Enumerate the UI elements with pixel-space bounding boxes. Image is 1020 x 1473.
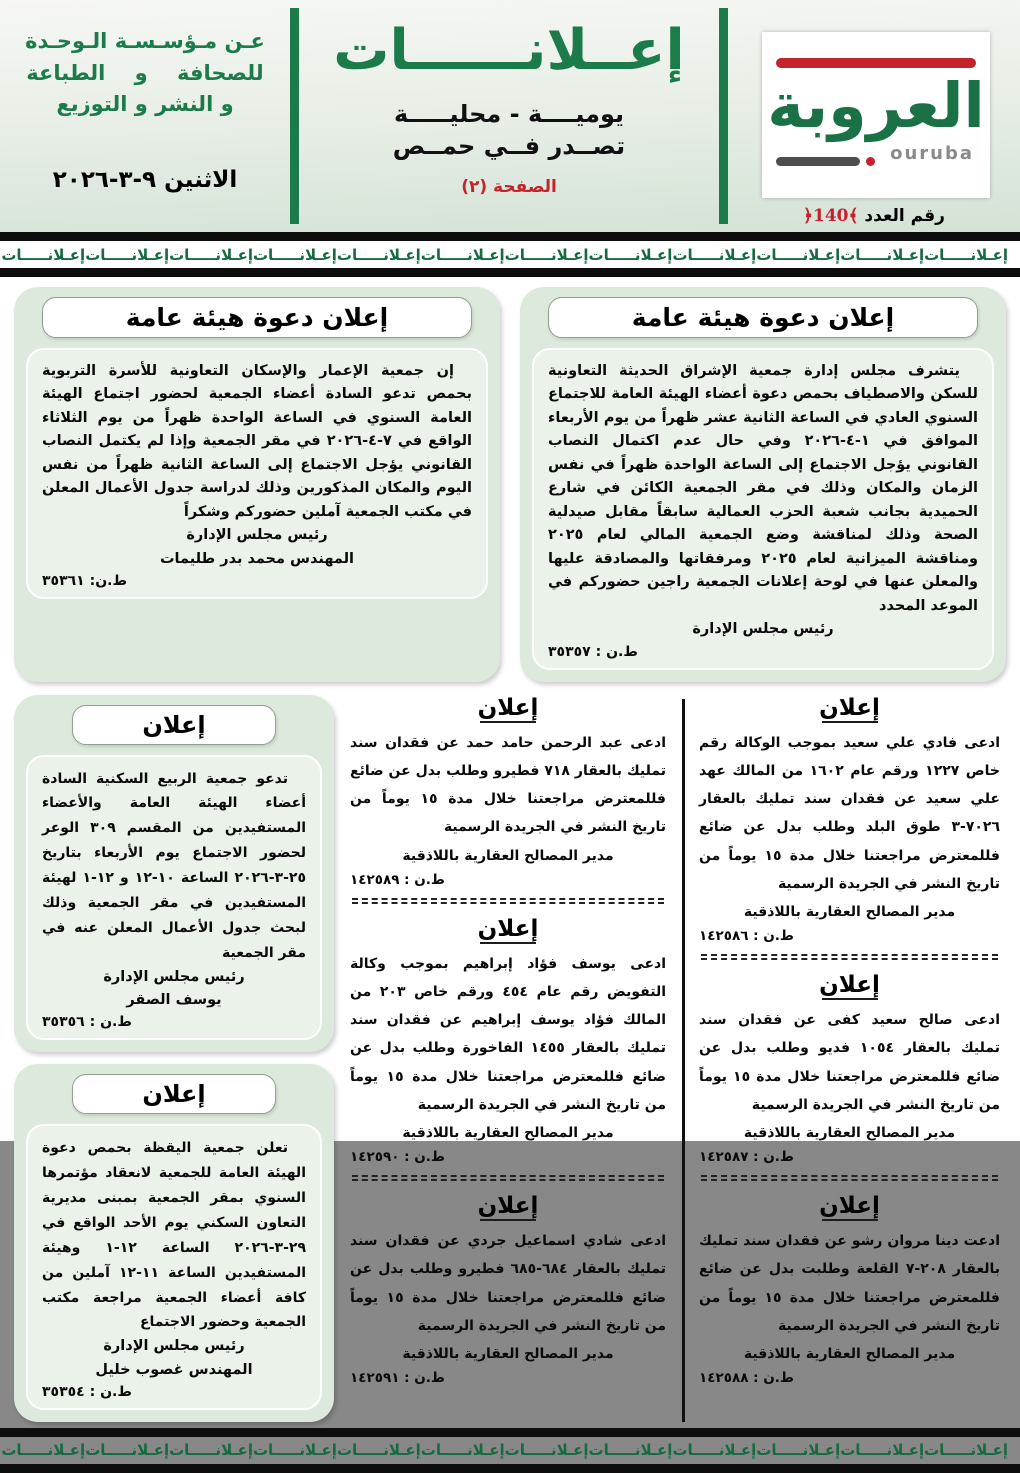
plain-announcement <box>350 1193 666 1386</box>
signature-role: رئيس مجلس الإدارة <box>103 1338 245 1355</box>
banner-repeated-text <box>0 241 1020 268</box>
announcement-title: إعلان <box>72 1074 276 1114</box>
banner-black-bar <box>0 1428 1020 1437</box>
signature-role: مدير المصالح العقارية باللاذقية <box>743 1346 956 1363</box>
announcement-body: ادعى عبد الرحمن حامد حمد عن فقدان سند تمليك بالعقار ٧١٨ فطيرو وطلب بدل عن ضائع فللمعترض مراجعتنا خلال مدة ١٥ يوماً من تاريخ النشر في الجريدة الرسمية <box>350 734 667 836</box>
reference-number: ط.ن: ٣٥٣٦١ <box>42 572 128 589</box>
announcement-body-box <box>26 755 322 1041</box>
announcement-body: ادعى يوسف فؤاد إبراهيم بموجب وكالة التفويض رقم عام ٤٥٤ ورقم خاص ٢٠٣ من المالك فؤاد يوسف إبراهيم عن فقدان سند تمليك بالعقار ١٤٥٥ الفاخورة وطلب بدل عن ضائع فللمعترض مراجعتنا خلال مدة ١٥ يوماً من تاريخ النشر في الجريدة الرسمية <box>350 955 667 1113</box>
top-announcements-row <box>14 287 1006 682</box>
publisher-line: و النشر و التوزيع <box>56 92 234 116</box>
banner-black-bar <box>0 1464 1020 1473</box>
banner-strip-bottom <box>0 1428 1020 1473</box>
bottom-announcements-row <box>14 695 1006 1422</box>
banner-word: إعـلانـــــات <box>336 245 421 264</box>
reference-number: ط.ن : ٣٥٣٥٤ <box>42 1383 132 1400</box>
title-underline <box>822 721 878 723</box>
banner-word: إعـلانـــــات <box>756 1441 841 1460</box>
logo-gray-bar <box>776 157 860 166</box>
reference-number: ط.ن : ١٤٢٥٨٦ <box>699 928 794 945</box>
banner-word: إعـلانـــــات <box>924 1441 1008 1460</box>
title-underline <box>480 1219 536 1221</box>
dashed-separator <box>352 898 664 904</box>
banner-black-bar <box>0 268 1020 277</box>
banner-word: إعـلانـــــات <box>756 245 841 264</box>
banner-word: إعـلانـــــات <box>420 245 505 264</box>
announcement-title: إعلان <box>477 694 539 721</box>
banner-word: إعـلانـــــات <box>85 1441 170 1460</box>
plain-announcement <box>699 1193 1000 1386</box>
announcement-body: إن جمعية الإعمار والإسكان التعاونية للأسرة التربوية بحمص تدعو السادة أعضاء الجمعية لحضور اجتماع الهيئة العامة السنوي في الساعة الواحدة ظهراً من يوم الثلاثاء الواقع في ٧-٤-٢٠٢٦ في مقر الجمعية وإذا لم يكتمل النصاب القانوني يؤجل الاجتماع إلى الساعة الثانية ظهراً من نفس اليوم والمكان المذكورين وذلك لدراسة جدول الأعمال المعلن في مكتب الجمعية آملين حضوركم وشكراً <box>42 363 472 520</box>
reference-number: ط.ن : ١٤٢٥٨٩ <box>350 871 445 888</box>
signature-name: المهندس محمد بدر طليمات <box>159 550 355 567</box>
title-underline <box>822 1219 878 1221</box>
subtitle-frequency: يوميــــة - محليـــــة <box>393 100 625 128</box>
banner-word: إعـلانـــــات <box>420 1441 505 1460</box>
banner-word: إعـلانـــــات <box>169 245 253 264</box>
ads-content <box>0 277 1020 1428</box>
ouruba-logo <box>762 32 990 198</box>
logo-arabic-wordmark: العروبة <box>767 69 985 142</box>
banner-black-bar <box>0 232 1020 241</box>
banner-word: إعـلانـــــات <box>840 245 925 264</box>
signature-role: رئيس مجلس الإدارة <box>103 968 245 985</box>
left-column <box>14 695 334 1422</box>
issue-number-label: رقم العدد <box>864 206 945 226</box>
banner-strip-top <box>0 232 1020 277</box>
publisher-block <box>0 0 290 232</box>
reference-number: ط.ن : ١٤٢٥٨٨ <box>699 1370 794 1387</box>
signature-role: مدير المصالح العقارية باللاذقية <box>402 1125 614 1142</box>
dashed-separator <box>352 1175 664 1181</box>
banner-word: إعـلانـــــات <box>1 245 86 264</box>
banner-word: إعـلانـــــات <box>1 1441 86 1460</box>
publisher-line: للصحافة و الطباعة <box>26 60 264 85</box>
announcement-title: إعلان دعوة هيئة عامة <box>42 297 472 338</box>
logo-red-dot <box>866 157 875 166</box>
announcement-body: ادعى صالح سعيد كفى عن فقدان سند تمليك بالعقار ١٠٥٤ فديو وطلب بدل عن ضائع فللمعترض مراجعتنا خلال مدة ١٥ يوماً من تاريخ النشر في الجريدة الرسمية <box>699 1012 1001 1113</box>
banner-word: إعـلانـــــات <box>504 1441 589 1460</box>
announcement-body-box <box>26 348 488 599</box>
page-number-label: الصفحة (٢) <box>461 176 557 197</box>
plain-announcement <box>699 695 1000 945</box>
announcement-body: تعلن جمعية اليقظة بحمص دعوة الهيئة العامة للجمعية لانعقاد مؤتمرها السنوي بمقر الجمعية بمبنى مديرية التعاون السكني يوم الأحد الواقع في ٢٩-٣-٢٠٢٦ الساعة ١٢-١ وهيئة المستفيدين الساعة ١١-١٢ آملين من كافة أعضاء الجمعية مراجعة مكتب الجمعية وحضور الاجتماع <box>42 1140 307 1331</box>
signature-role: مدير المصالح العقارية باللاذقية <box>743 904 956 921</box>
banner-word: إعـلانـــــات <box>85 245 170 264</box>
announcement-title: إعلان <box>819 1193 880 1220</box>
announcement-body-box <box>26 1124 322 1410</box>
announcement-body: ادعى شادي اسماعيل جردي عن فقدان سند تمليك بالعقار ٦٨٤-٦٨٥ فطيرو وطلب بدل عن ضائع فللمعترض مراجعتنا خلال مدة ١٥ يوماً من تاريخ النشر في الجريدة الرسمية <box>350 1233 667 1334</box>
plain-announcement <box>350 695 666 888</box>
announcement-title: إعلان <box>72 705 276 745</box>
banner-word: إعـلانـــــات <box>840 1441 925 1460</box>
signature-role: رئيس مجلس الإدارة <box>692 621 834 638</box>
boxed-announcement-yaqaza <box>14 1064 334 1422</box>
title-underline <box>480 942 536 944</box>
reference-number: ط.ن : ٣٥٣٥٦ <box>42 1014 132 1031</box>
page-title: إعــلانــــــات <box>333 18 685 83</box>
middle-column <box>342 695 674 1422</box>
banner-repeated-text <box>0 1437 1020 1464</box>
banner-word: إعـلانـــــات <box>924 245 1008 264</box>
signature-name: يوسف الصقر <box>126 991 222 1008</box>
announcement-body: تدعو جمعية الربيع السكنية السادة أعضاء الهيئة العامة والأعضاء المستفيدين من المقسم ٣٠٩ الوعر لحضور الاجتماع يوم الأربعاء بتاريخ ٢٥-٣-٢٠٢٦ الساعة ١٠-١٢ و ١٢-١ لهيئة المستفيدين في مقر الجمعية وذلك لبحث جدول الأعمال المعلن عنه في مقر الجمعية <box>42 770 306 961</box>
announcement-body: ادعت دينا مروان رشو عن فقدان سند تمليك بالعقار ٢٠٨-٧ القلعة وطلبت بدل عن ضائع فللمعترض مراجعتنا خلال مدة ١٥ يوماً من تاريخ النشر في الجريدة الرسمية <box>699 1233 1000 1334</box>
boxed-announcement-imar <box>14 287 500 682</box>
masthead <box>0 0 1020 232</box>
masthead-center <box>299 0 719 232</box>
announcement-title: إعلان <box>477 1193 539 1220</box>
signature-role: مدير المصالح العقارية باللاذقية <box>743 1125 956 1142</box>
issue-number-value: ﴾140﴿ <box>803 206 859 226</box>
banner-word: إعـلانـــــات <box>169 1441 253 1460</box>
announcement-title: إعلان <box>819 972 880 999</box>
plain-announcement <box>699 972 1000 1165</box>
reference-number: ط.ن : ١٤٢٥٩٠ <box>350 1149 445 1166</box>
header-divider-left <box>290 8 299 224</box>
banner-word: إعـلانـــــات <box>252 245 337 264</box>
signature-role: مدير المصالح العقارية باللاذقية <box>402 847 614 864</box>
banner-word: إعـلانـــــات <box>588 245 673 264</box>
announcement-body-box <box>532 348 994 670</box>
announcement-body: يتشرف مجلس إدارة جمعية الإشراق الحديثة التعاونية للسكن والاصطياف بحمص دعوة أعضاء الهيئة العامة للاجتماع السنوي العادي في الساعة الثانية عشر ظهراً من يوم الأربعاء الموافق في ١-٤-٢٠٢٦ وفي حال عدم اكتمال النصاب القانوني يؤجل الاجتماع إلى الساعة الواحدة ظهراً في نفس الزمان والمكان وذلك في مقر الجمعية الكائن في شارع الحميدية بجانب شعبة الحزب العمالية سابقاً مقابل صيدلية الصحة وذلك لمناقشة وضع الجمعية المالي لعام ٢٠٢٥ ومناقشة الميزانية لعام ٢٠٢٥ ومرفقاتها والمصادقة عليها والمعلن عنها في لوحة إعلانات الجمعية راجين حضوركم في الموعد المحدد <box>548 363 978 614</box>
masthead-logo-block <box>728 0 1020 232</box>
banner-word: إعـلانـــــات <box>672 1441 757 1460</box>
banner-word: إعـلانـــــات <box>588 1441 673 1460</box>
dashed-separator <box>701 954 998 960</box>
plain-announcement <box>350 916 666 1166</box>
reference-number: ط.ن : ٣٥٣٥٧ <box>548 643 638 660</box>
title-underline <box>822 998 878 1000</box>
banner-word: إعـلانـــــات <box>252 1441 337 1460</box>
column-divider <box>682 699 685 1422</box>
banner-word: إعـلانـــــات <box>672 245 757 264</box>
announcement-title: إعلان <box>477 915 539 942</box>
header-divider-right <box>719 8 728 224</box>
banner-word: إعـلانـــــات <box>336 1441 421 1460</box>
announcement-body: ادعى فادي علي سعيد بموجب الوكالة رقم خاص ١٢٢٧ ورقم عام ١٦٠٢ من المالك عهد علي سعيد عن فقدان سند تمليك بالعقار ٧٠٢٦-٣ طوق البلد وطلب بدل عن ضائع فللمعترض مراجعتنا خلال مدة ١٥ يوماً من تاريخ النشر في الجريدة الرسمية <box>699 734 1000 892</box>
right-column <box>693 695 1006 1422</box>
publisher-line: عـن مـؤسـسـة الـوحـدة <box>25 29 265 53</box>
reference-number: ط.ن : ١٤٢٥٨٧ <box>699 1149 794 1166</box>
boxed-announcement-ishraq <box>520 287 1006 682</box>
banner-word: إعـلانـــــات <box>504 245 589 264</box>
announcement-title: إعلان <box>819 694 880 721</box>
signature-role: مدير المصالح العقارية باللاذقية <box>402 1346 614 1363</box>
signature-name: المهندس غصوب خليل <box>95 1361 253 1378</box>
reference-number: ط.ن : ١٤٢٥٩١ <box>350 1370 445 1387</box>
subtitle-city: تصــدر فــي حمــص <box>392 132 626 161</box>
boxed-announcement-rabie <box>14 695 334 1053</box>
issue-date: الاثنين ٩-٣-٢٠٢٦ <box>52 166 238 193</box>
issue-number-line <box>728 205 1020 226</box>
dashed-separator <box>701 1175 998 1181</box>
announcement-title: إعلان دعوة هيئة عامة <box>548 297 978 338</box>
title-underline <box>480 721 536 723</box>
logo-latin-wordmark: ouruba <box>890 143 974 164</box>
signature-role: رئيس مجلس الإدارة <box>186 527 328 544</box>
